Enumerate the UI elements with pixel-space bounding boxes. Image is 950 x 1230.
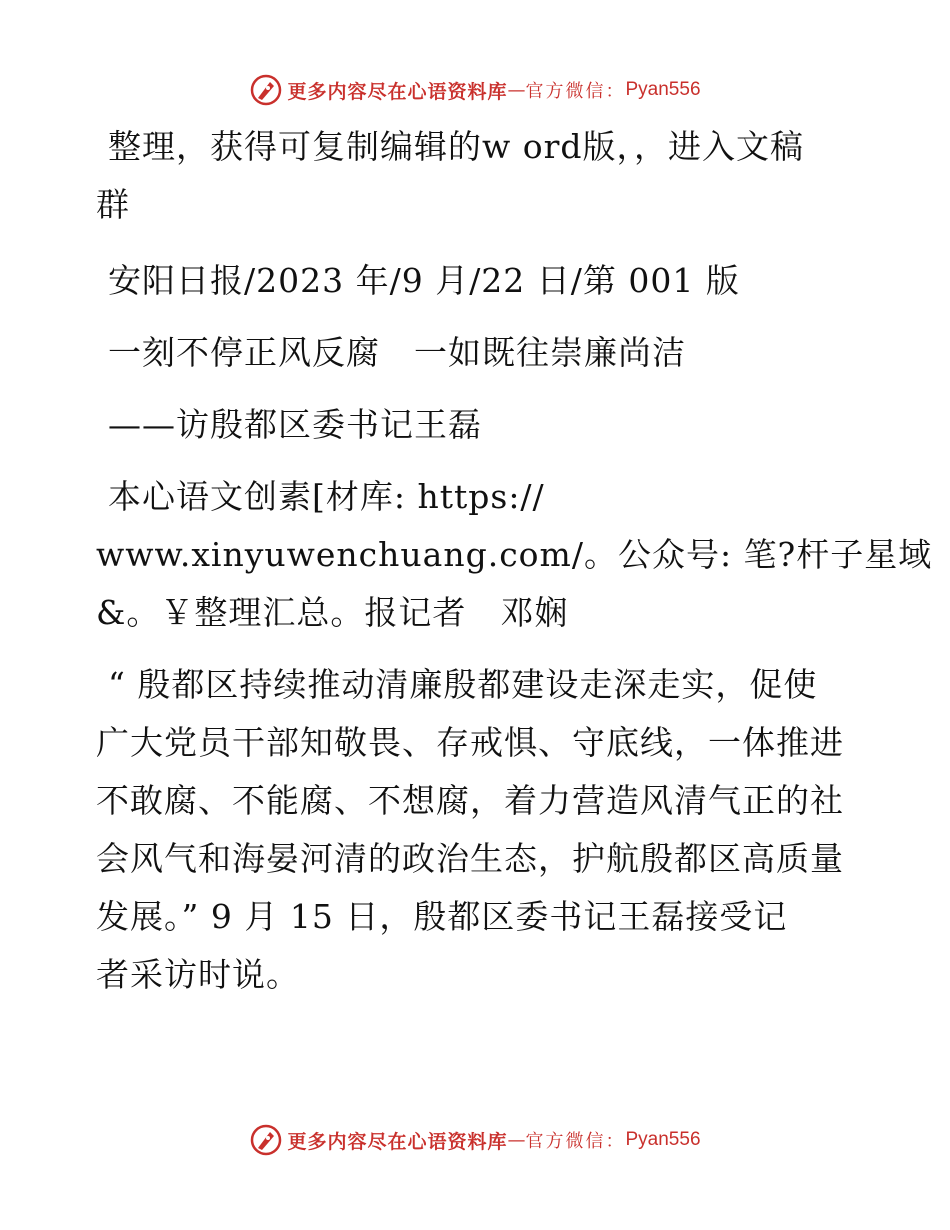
banner-wechat-id: Pyan556: [625, 1129, 701, 1150]
banner-text: 更多内容尽在心语资料库: [287, 1130, 508, 1153]
banner-dash: —: [507, 1129, 526, 1151]
paragraph-line: 会风气和海晏河清的政治生态，护航殷都区高质量: [96, 839, 844, 878]
byline: 本心语文创素[材库: https://: [108, 477, 545, 516]
document-body: [96, 118, 933, 1004]
banner-text: 更多内容尽在心语资料库: [287, 80, 508, 103]
header-banner: [0, 68, 950, 112]
byline: &。￥整理汇总。报记者 邓娴: [96, 593, 569, 632]
banner-wechat-id: Pyan556: [625, 79, 701, 100]
paragraph-line: 不敢腐、不能腐、不想腐，着力营造风清气正的社: [96, 781, 844, 820]
intro-line: 群: [96, 185, 130, 224]
pen-nib-logo-icon: [249, 1123, 283, 1157]
byline: www.xinyuwenchuang.com/。公众号: 笔?杆子星域: [96, 535, 933, 574]
banner-official-label: 官方微信：: [525, 1131, 626, 1152]
intro-line: 整理，获得可复制编辑的w ord版，，进入文稿: [108, 127, 805, 166]
subheadline: ——访殷都区委书记王磊: [108, 405, 482, 444]
footer-banner: [0, 1118, 950, 1162]
paragraph-line: 发展。” 9 月 15 日，殷都区委书记王磊接受记: [96, 897, 788, 936]
paragraph-line: “ 殷都区持续推动清廉殷都建设走深走实，促使: [108, 665, 818, 704]
headline: 一刻不停正风反腐 一如既往崇廉尚洁: [108, 333, 686, 372]
source-line: 安阳日报/2023 年/9 月/22 日/第 001 版: [108, 261, 740, 300]
pen-nib-logo-icon: [249, 73, 283, 107]
banner-dash: —: [507, 79, 526, 101]
paragraph-line: 广大党员干部知敬畏、存戒惧、守底线，一体推进: [96, 723, 844, 762]
banner-official-label: 官方微信：: [525, 81, 626, 102]
paragraph-line: 者采访时说。: [96, 955, 300, 994]
